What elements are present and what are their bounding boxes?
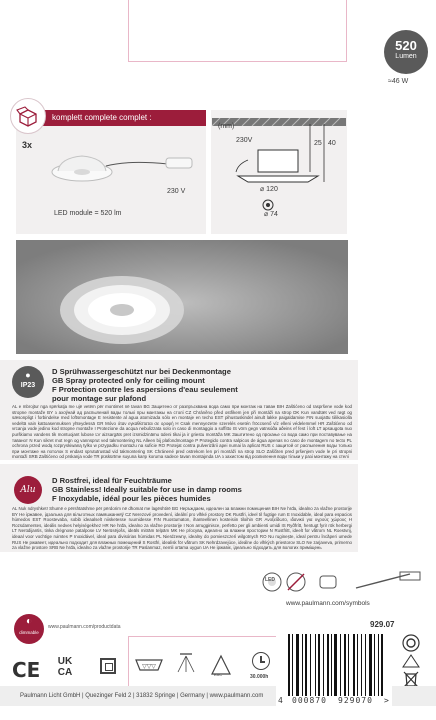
barcode-bar: [344, 634, 346, 696]
symbols-url[interactable]: www.paulmann.com/symbols: [286, 600, 370, 607]
barcode-bar: [292, 634, 293, 696]
barcode-bar: [353, 634, 355, 696]
barcode-bar: [361, 634, 362, 696]
box-icon: [10, 98, 46, 134]
alu-badge: [14, 476, 42, 504]
alu-line-gb: GB Stainless! Ideally suitable for use in damp rooms: [52, 485, 242, 494]
barcode-bar: [369, 634, 372, 696]
barcode-end-mark: >: [384, 696, 389, 705]
ukca-top: UK: [57, 656, 73, 667]
water-drop-icon: ●: [25, 370, 31, 380]
barcode-right-digits: 929070: [338, 696, 373, 705]
guide-line-bottom: [128, 61, 347, 62]
ip-line-fr-2: pour montage sur plafond: [52, 394, 147, 403]
guide-line-left2: [128, 636, 129, 686]
barcode-bar: [315, 634, 316, 696]
lumen-value: 520: [395, 38, 417, 53]
symbols-row: [260, 568, 430, 603]
alu-line-fr: F Inoxydable, idéal pour les pièces humides: [52, 494, 211, 503]
dimension-diameter-outer: ⌀ 120: [260, 186, 278, 193]
dimension-voltage: 230V: [236, 137, 253, 144]
barcode: [276, 632, 392, 710]
dimension-diameter-cutout: ⌀ 74: [264, 211, 278, 218]
watt-equivalent: ≈46 W: [388, 78, 409, 85]
barcode-bar: [334, 634, 337, 696]
lifetime-hours: 30.000h: [250, 674, 269, 680]
barcode-bar: [357, 634, 358, 696]
guide-line-left: [128, 0, 129, 62]
dimension-drawing: [228, 120, 338, 195]
furniture-mount-icon: [134, 656, 164, 681]
barcode-bar: [327, 634, 329, 696]
ip23-badge: [12, 366, 44, 398]
barcode-bar: [365, 634, 366, 696]
barcode-bar: [323, 634, 324, 696]
ip-line-de: D Sprühwassergeschützt nur bei Deckenmontage: [52, 367, 231, 376]
eac-mark: EAC: [214, 672, 223, 677]
barcode-bar: [288, 634, 290, 696]
ukca-bottom: CA: [57, 667, 73, 678]
dimmer-icon: ◐: [25, 616, 33, 627]
barcode-bar: [374, 634, 375, 696]
alu-translations: AL Nuk ndryshket! Shumë e përshtatshme për përdorim në dhomat me lagështirë BG Неръждаем, идеален за влажни помещения BIH Ne hrđa, idealno za vlažne prostorije BY Не іржавее, ідэальна для вільготных памяшканняў CZ Nerezové provedení, ideální pro vlhké prostory DK Rustfri, ideel til fugtige rum E Inoxidable, ideal para espacios húmedos EST Roostevaba, sobib ideaalselt niisketesse ruumidesse FIN Ruostumaton, ihanteellinen kosteisiin tiloihin GR Ανοξείδωτο, ιδανικό για υγρούς χώρους H Rozsdamentes, ideális nedves helyiségekhez HR Ne hrđa, idealno za vlažne prostorije I Non arrugginisce, perfetto per gli ambienti umidi IS Ryðfrítt, hentugt fyrir rök herbergi LT Nerūdijantis, tinka drėgnose patalpose LV Nerūsējošs, ideāls mitrām telpām MK Не рѓосува, идеално за влажни простории N Rustfritt, ideelt for våtrom NL Roestvrij, ideaal voor vochtige ruimtes P Inoxidável, ideal para divisórias húmidas PL Nierdzewny, idealny do pomieszczeń wilgotnych RO Nu ruginește, ideal pentru încăperi umede RUS Не ржавеет, идеально подходит для влажных помещений S Rostfri, idealisk för våtrum SK Nehrdzavejúce, ideálne do vlhkých priestorov SLO Ne zarjaveva, primerno za vlažne prostore SRB Ne hrđa, idealno za vlažne prostorije TR Paslanmaz, nemli ortama uygun UA Не іржавіє, ідеально підходить для вологих приміщень: [12, 506, 352, 551]
product-number: 929.07: [370, 620, 395, 629]
barcode-bar: [331, 634, 332, 696]
barcode-left-digits: 000870: [292, 696, 327, 705]
ip-description: [52, 367, 352, 403]
scope-voltage: 230 V: [167, 188, 186, 195]
barcode-bar: [310, 634, 311, 696]
barcode-bar: [378, 634, 379, 696]
dimmable-badge: [14, 614, 44, 644]
dimension-height-2: 40: [328, 140, 336, 147]
barcode-bar: [302, 634, 303, 696]
class-ii-icon: [100, 658, 116, 674]
ip-line-fr: F Protection contre les aspersions d'eau seulement: [52, 385, 238, 394]
ip-line-gb: GB Spray protected only for ceiling mount: [52, 376, 205, 385]
barcode-bar: [340, 634, 341, 696]
led-badge: LED: [265, 577, 275, 583]
scope-band: komplett complete complet :: [20, 110, 206, 126]
barcode-bar: [348, 634, 349, 696]
product-photo: [16, 240, 348, 354]
barcode-bar: [296, 634, 299, 696]
dimension-height-1: 25: [314, 140, 322, 147]
barcode-first-digit: 4: [278, 696, 283, 705]
ce-mark: CE: [12, 658, 41, 682]
lifetime-clock-icon: [252, 652, 270, 670]
guide-line-right: [346, 0, 347, 62]
productdata-url[interactable]: www.paulmann.com/productdata: [48, 624, 121, 630]
dimension-unit: (mm): [218, 123, 235, 130]
dimmable-label: dimmable: [19, 630, 39, 635]
alu-label: Alu: [20, 485, 36, 495]
svg-text:▽▽▽: ▽▽▽: [142, 663, 156, 670]
barcode-bar: [305, 634, 307, 696]
lumen-badge: [384, 30, 428, 74]
scope-count: 3x: [22, 140, 33, 150]
alu-line-de: D Rostfrei, ideal für Feuchträume: [52, 476, 172, 485]
scope-led-module: LED module = 520 lm: [54, 210, 122, 217]
ip23-label: IP23: [20, 382, 36, 389]
barcode-bars: [288, 634, 384, 696]
footer-address: Paulmann Licht GmbH | Quezinger Feld 2 | 31832 Springe | Germany | www.paulmann.com: [0, 686, 436, 706]
barcode-bar: [381, 634, 383, 696]
alu-description: [52, 476, 352, 503]
light-distribution-icon: [176, 652, 196, 681]
lumen-unit: Lumen: [395, 53, 417, 60]
barcode-bar: [318, 634, 320, 696]
ip-translations: AL e mbrojtur nga spërkatja me ujë vetëm për montimet në tavan BG Защитено от разпръсквана вода само при монтаж на таван BIH Zaštićeno od raspršene vode kod stropne montaže BY з ахоўнай ад распыленай вады толькі пры мантажы на столі CZ Chráněno před ostřikem jen při montáži na strop DK Kun vandtæt ved røgt og sæsonpligt i forbindelse med loftsmontage E resistente al agua atomizada sólo en montaje en techo EST pihustuskindel ainult lakke paigaldamise FIN suojattu tiilikasiolla vedeltä vain kattoasennuksen yhteydessä GR Μόνο όταν εγκαθίσταται σε οροφή H Csak mennyezetre szerelés esetén fröccsenő víz elleni védelemmel HR Zaštićeno od vrcanja vode jedino kod stropne montaže I Protezione da acqua nebulizzata solo in caso di montaggio a soffitto IS vörn gegn vatnsúða aðeins ef fest í loft LT apsaugota nuo purškiamo vandens tik montuojant lubose LV aizsargāts pret izsmidzināmu ūdeni tikai ja ir griestu montāža MK Заштитено од прскање со вода само при поставување на таванот N Kun sikret mot regn og vannsprut ved takmontering NL Alleen bij plafondmontage P Protegido contra salpicos de água apenas no caso de montagem no tecto PL ochrona przed wodą rozpryskiwaną tylko w przypadku montażu na suficie RO Protejat contra pulverizării apei numai la aplicat RUS с защитой от распыления воды только при монтаже на потолок S endast sprututrustad vid takmontering SK Chránené pred ostrekom len pri montáži na strop SLO Zaščiten pred pršenjem vode le pri stropni montaži SRB Zaštićeno od prskanja vode TR püskürtme suyuna karşı koruma sadece tavan montajında UA з захистом від розпилення води тільки у разі монтажу на стелі: [12, 404, 352, 460]
ukca-mark: [52, 656, 78, 678]
